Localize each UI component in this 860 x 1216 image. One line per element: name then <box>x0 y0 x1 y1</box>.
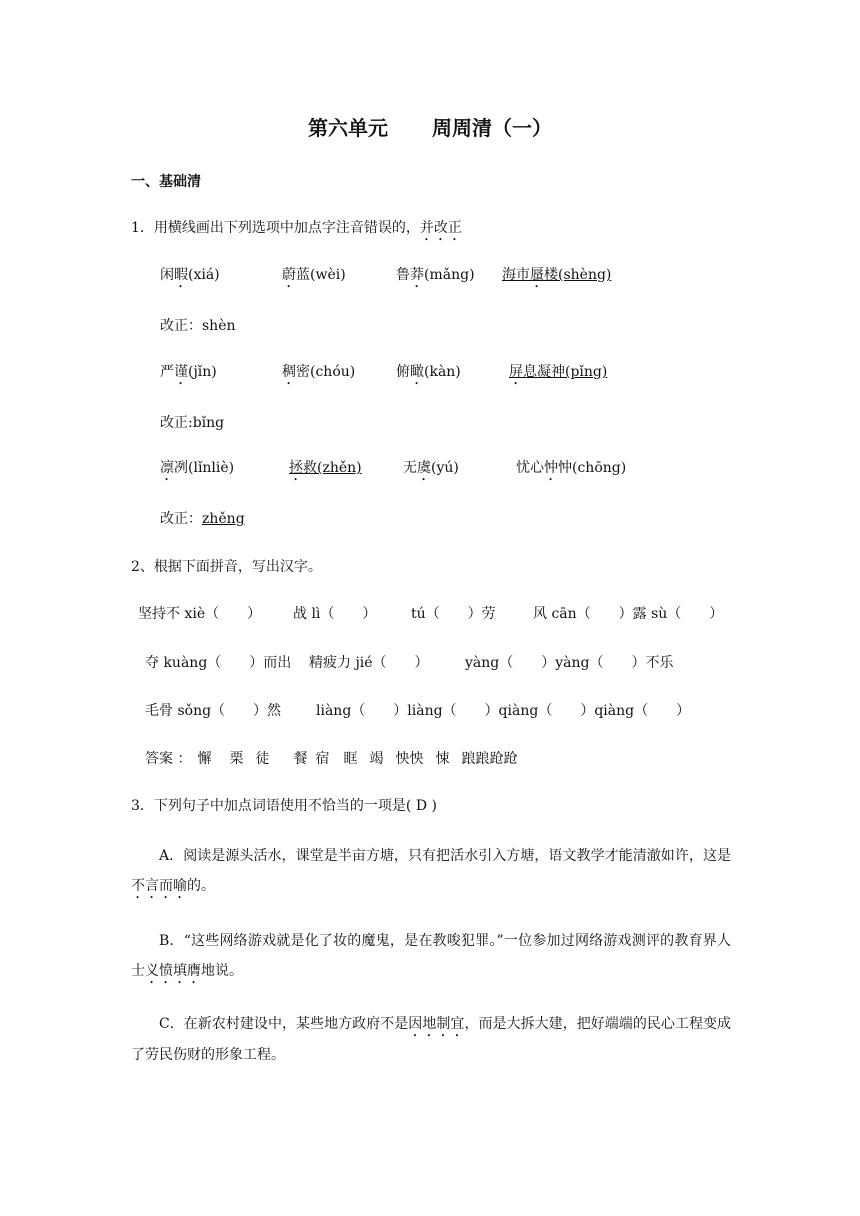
q1-option: 蔚蓝(wèi) <box>282 267 346 283</box>
section-heading-basics: 一、基础清 <box>131 174 201 190</box>
page-title <box>0 114 860 142</box>
question-2-stem: 2、根据下面拼音，写出汉字。 <box>131 559 322 575</box>
q1-option: 俯瞰(kàn) <box>396 364 461 380</box>
q1-correction: 改正：zhěng <box>160 511 245 527</box>
q1-option: 忧心忡忡(chōng) <box>516 460 627 476</box>
title-week-quiz: 周周清（一） <box>432 116 552 140</box>
q3-option-a: A．阅读是源头活水，课堂是半亩方塘，只有把活水引入方塘，语文教学才能清澈如许，这是不言而喻的。 <box>131 848 731 894</box>
q3-option-b: B．“这些网络游戏就是化了妆的魔鬼，是在教唆犯罪。”一位参加过网络游戏测评的教育界人士义愤填膺地说。 <box>131 933 731 979</box>
q1-option: 无虞(yú) <box>403 460 459 476</box>
q2-blank: 毛骨 sǒng（ ）然 <box>145 703 282 719</box>
question-1-stem: 1．用横线画出下列选项中加点字注音错误的，并改正 <box>131 220 462 236</box>
q1-option: 稠密(chóu) <box>282 364 356 380</box>
q1-option-marked-wrong: 海市蜃楼(shèng) <box>502 267 612 283</box>
q1-option-marked-wrong: 屏息凝神(pǐng) <box>509 364 608 380</box>
q1-option-marked-wrong: 拯救(zhěn) <box>289 460 362 476</box>
q2-answer-key: 答案 ： 懈 栗 徒 餐 宿 眶 竭 怏怏 悚 踉踉跄跄 <box>145 751 518 767</box>
q1-option: 鲁莽(mǎng) <box>396 267 475 283</box>
q2-blank: yàng（ ）yàng（ ）不乐 <box>465 655 674 671</box>
q2-blank: tú（ ）劳 <box>411 606 496 622</box>
q2-blank: liàng（ ）liàng（ ）qiàng（ ）qiàng（ ） <box>316 703 691 719</box>
q2-blank: 战 lì（ ） <box>293 606 377 622</box>
title-unit: 第六单元 <box>308 116 388 140</box>
q1-correction: 改正：shèn <box>160 318 236 334</box>
question-3-stem: 3．下列句子中加点词语使用不恰当的一项是( D ) <box>131 798 437 814</box>
q2-blank: 风 cān（ ）露 sù（ ） <box>533 606 724 622</box>
q1-correction: 改正:bǐng <box>160 415 225 431</box>
q2-blank: 坚持不 xiè（ ） <box>138 606 262 622</box>
q1-option: 闲暇(xiá) <box>160 267 220 283</box>
q3-option-c: C．在新农村建设中，某些地方政府不是因地制宜，而是大拆大建，把好端端的民心工程变成了劳民伤财的形象工程。 <box>131 1016 732 1063</box>
q1-option: 严谨(jǐn) <box>160 364 217 380</box>
q2-blank: 夺 kuàng（ ）而出 <box>145 655 292 671</box>
q2-blank: 精疲力 jié（ ） <box>309 655 429 671</box>
q1-option: 凛冽(lǐnliè) <box>160 460 235 476</box>
